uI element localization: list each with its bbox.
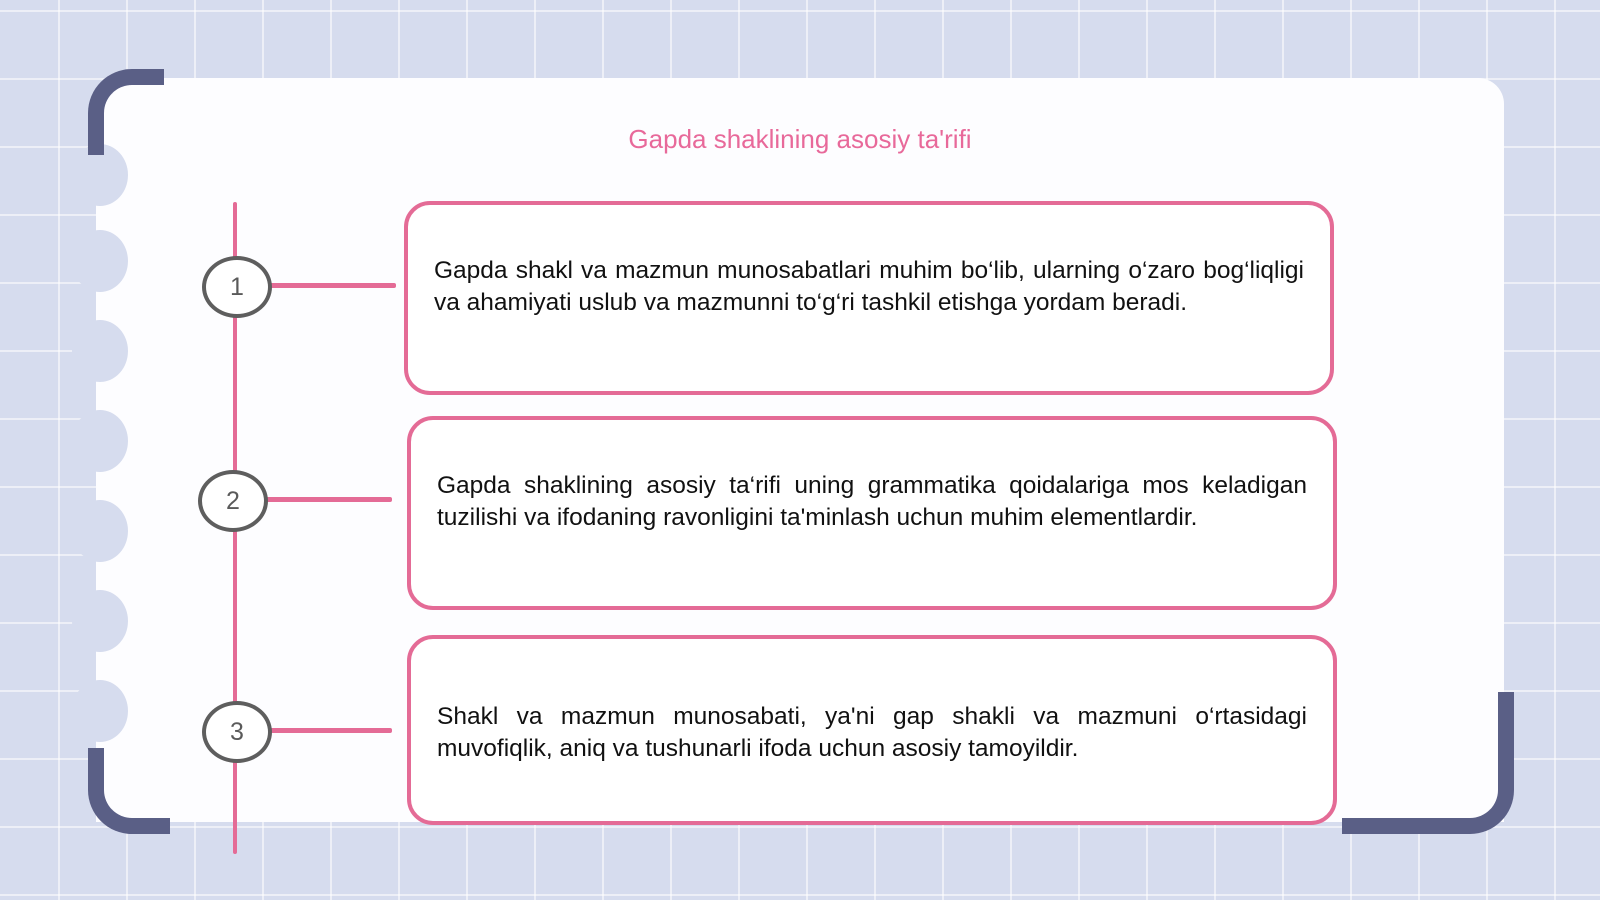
step-card (404, 201, 1334, 395)
step-text: Shakl va mazmun munosabati, ya'ni gap shakli va mazmuni o‘rtasidagi muvofiqlik, aniq va tushunarli ifoda uchun asosiy tamoyildir. (437, 703, 1307, 762)
frame-corner-bottom-left (88, 748, 170, 834)
step-connector (264, 283, 396, 288)
step-marker: 1 (202, 256, 272, 318)
step-card (407, 416, 1337, 610)
step-text: Gapda shaklining asosiy ta‘rifi uning grammatika qoidalariga mos keladigan tuzilishi va ifodaning ravonligini ta'minlash uchun muhim elementlardir. (437, 472, 1307, 531)
notebook-hole (72, 500, 128, 562)
notebook-edge (72, 150, 128, 750)
step-connector (262, 497, 392, 502)
notebook-hole (72, 680, 128, 742)
notebook-hole (72, 320, 128, 382)
step-text: Gapda shakl va mazmun munosabatlari muhim bo‘lib, ularning o‘zaro bog‘liqligi va ahamiyati uslub va mazmunni to‘g‘ri tashkil etishga yordam beradi. (434, 257, 1304, 316)
slide-title: Gapda shaklining asosiy ta'rifi (628, 124, 972, 154)
frame-corner-top-left (88, 69, 164, 155)
notebook-hole (72, 410, 128, 472)
step-connector (264, 728, 392, 733)
step-card (407, 635, 1337, 825)
notebook-hole (72, 590, 128, 652)
step-marker: 2 (198, 470, 268, 532)
notebook-hole (72, 230, 128, 292)
step-marker: 3 (202, 701, 272, 763)
frame-corner-bottom-right (1342, 692, 1514, 834)
